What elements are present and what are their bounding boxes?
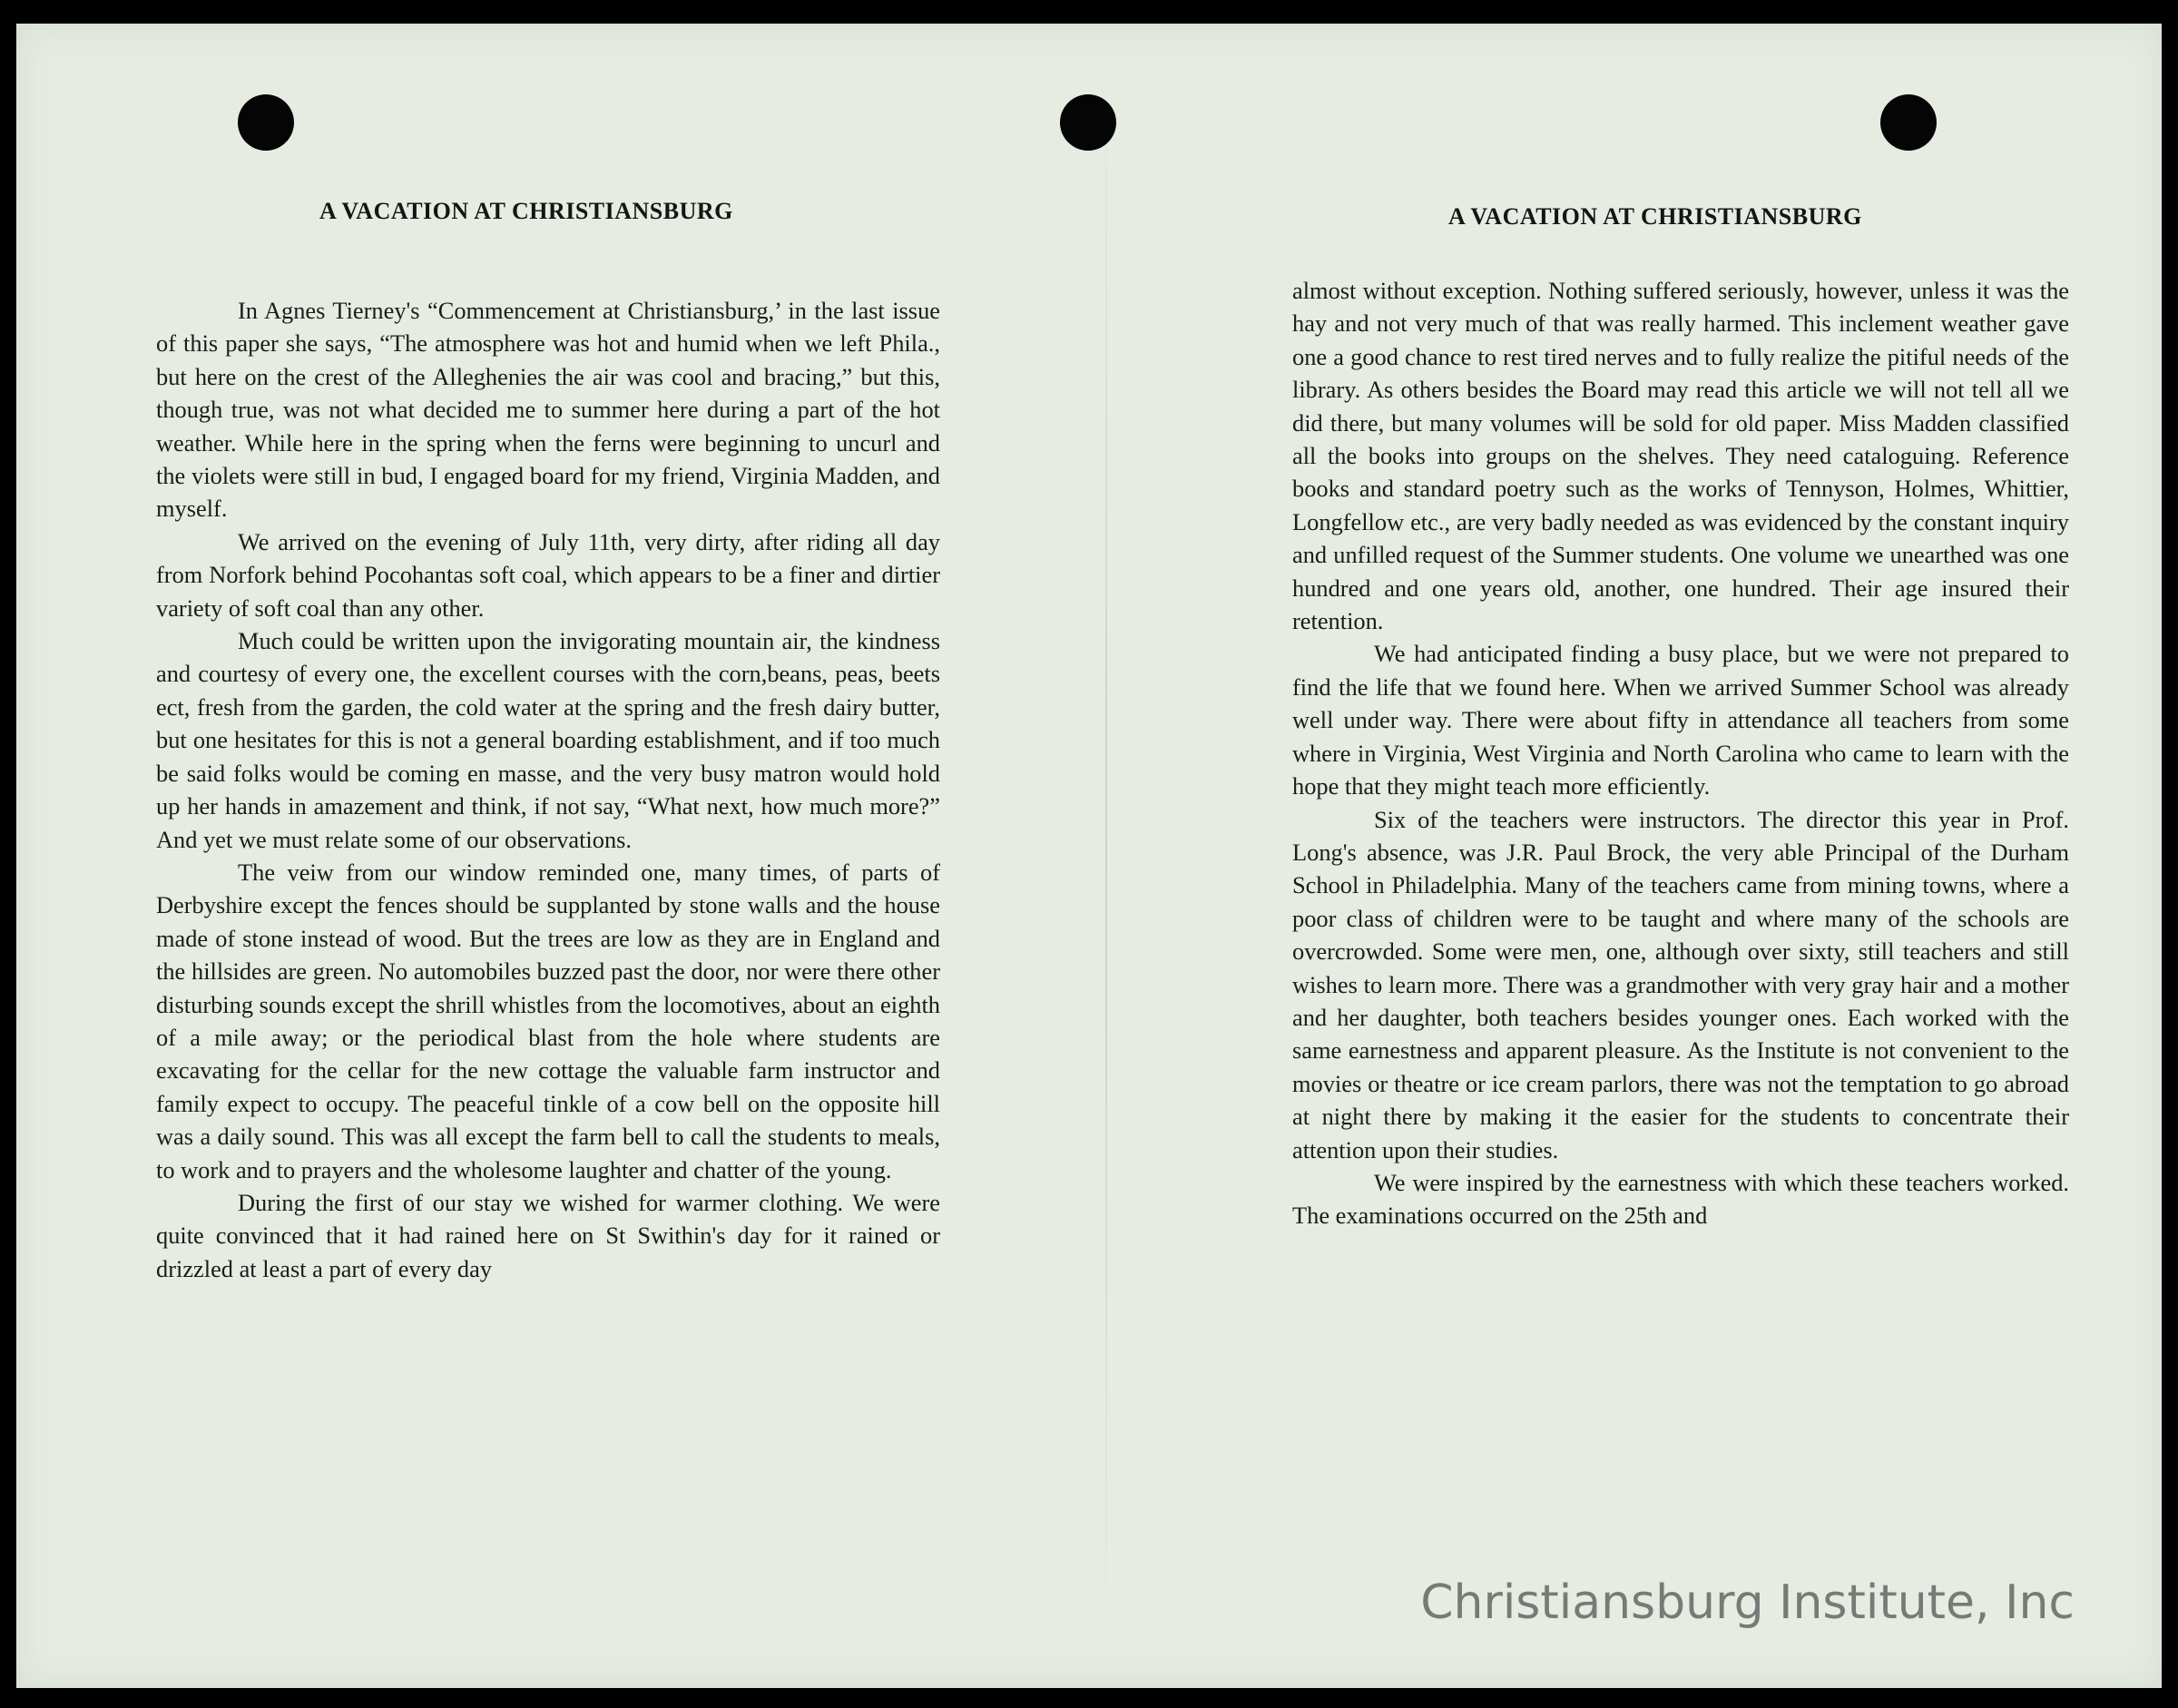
punch-hole-center xyxy=(1060,94,1116,151)
left-page-text xyxy=(156,294,940,1285)
page-fold-line xyxy=(1105,24,1107,1688)
left-paragraph-5: During the first of our stay we wished for warmer clothing. We were quite convinced that it had rained here on St Swithin's day for it rained or drizzled at least a part of every day xyxy=(156,1188,940,1282)
left-paragraph-2: We arrived on the evening of July 11th, very dirty, after riding all day from Norfork behind Pocohantas soft coal, which appears to be a finer and dirtier variety of soft coal than any other. xyxy=(156,527,940,622)
punch-hole-left xyxy=(238,94,294,151)
left-paragraph-1: In Agnes Tierney's “Commencement at Christiansburg,’ in the last issue of this paper she says, “The atmosphere was hot and humid when we left Phila., but here on the crest of the Alleghenies the air was cool and bracing,” but this, though true, was not what decided me to summer here during a part of the hot weather. While here in the spring when the ferns were beginning to uncurl and the violets were still in bud, I engaged board for my friend, Virginia Madden, and myself. xyxy=(156,297,940,523)
right-paragraph-3: Six of the teachers were instructors. The director this year in Prof. Long's absence, was J.R. Paul Brock, the very able Principal of the Durham School in Philadelphia. Many of the teachers came from mining towns, where a poor class of children were to be taught and where many of the schools are overcrowded. Some were men, one, although over sixty, still teachers and still wishes to learn more. There was a grandmother with very gray hair and a mother and her daughter, both teachers besides younger ones. Each worked with the same earnestness and apparent pleasure. As the Institute is not convenient to the movies or theatre or ice cream parlors, there was not the temptation to go abroad at night there by making it the easier for the students to concentrate their attention upon their studies. xyxy=(1292,805,2069,1163)
right-page-heading: A VACATION AT CHRISTIANSBURG xyxy=(1448,203,1862,230)
right-paragraph-4: We were inspired by the earnestness with which these teachers worked. The examinations occurred on the 25th and xyxy=(1292,1168,2069,1230)
right-paragraph-1: almost without exception. Nothing suffered seriously, however, unless it was the hay and not very much of that was really harmed. This inclement weather gave one a good chance to rest tired nerves and to fully realize the pitiful needs of the library. As others besides the Board may read this article we will not tell all we did there, but many volumes will be sold for old paper. Miss Madden classified all the books into groups on the shelves. They need cataloguing. Reference books and standard poetry such as the works of Tennyson, Holmes, Whittier, Longfellow etc., are very badly needed as was evidenced by the constant inquiry and unfilled request of the Summer students. One volume we unearthed was one hundred and one years old, another, one hundred. Their age insured their retention. xyxy=(1292,277,2069,635)
watermark-text: Christiansburg Institute, Inc xyxy=(1420,1575,2075,1630)
right-paragraph-2: We had anticipated finding a busy place, but we were not prepared to find the life that we found here. When we arrived Summer School was already well under way. There were about fifty in attendance all teachers from some where in Virginia, West Virginia and North Carolina who came to learn with the hope that they might teach more efficiently. xyxy=(1292,640,2069,800)
right-page-text xyxy=(1292,274,2069,1232)
left-paragraph-4: The veiw from our window reminded one, many times, of parts of Derbyshire except the fences should be supplanted by stone walls and the house made of stone instead of wood. But the trees are low as they are in England and the hillsides are green. No automobiles buzzed past the door, nor were there other disturbing sounds except the shrill whistles from the locomotives, about an eighth of a mile away; or the periodical blast from the hole where students are excavating for the cellar for the new cottage the valuable farm instructor and family expect to occupy. The peaceful tinkle of a cow bell on the opposite hill was a daily sound. This was all except the farm bell to call the students to meals, to work and to prayers and the wholesome laughter and chatter of the young. xyxy=(156,858,940,1183)
left-paragraph-3: Much could be written upon the invigorating mountain air, the kindness and courtesy of every one, the excellent courses with the corn,beans, peas, beets ect, fresh from the garden, the cold water at the spring and the fresh dairy butter, but one hesitates for this is not a general boarding establishment, and if too much be said folks would be coming en masse, and the very busy matron would hold up her hands in amazement and think, if not say, “What next, how much more?” And yet we must relate some of our observations. xyxy=(156,627,940,853)
left-page-heading: A VACATION AT CHRISTIANSBURG xyxy=(319,198,733,224)
punch-hole-right xyxy=(1880,94,1937,151)
